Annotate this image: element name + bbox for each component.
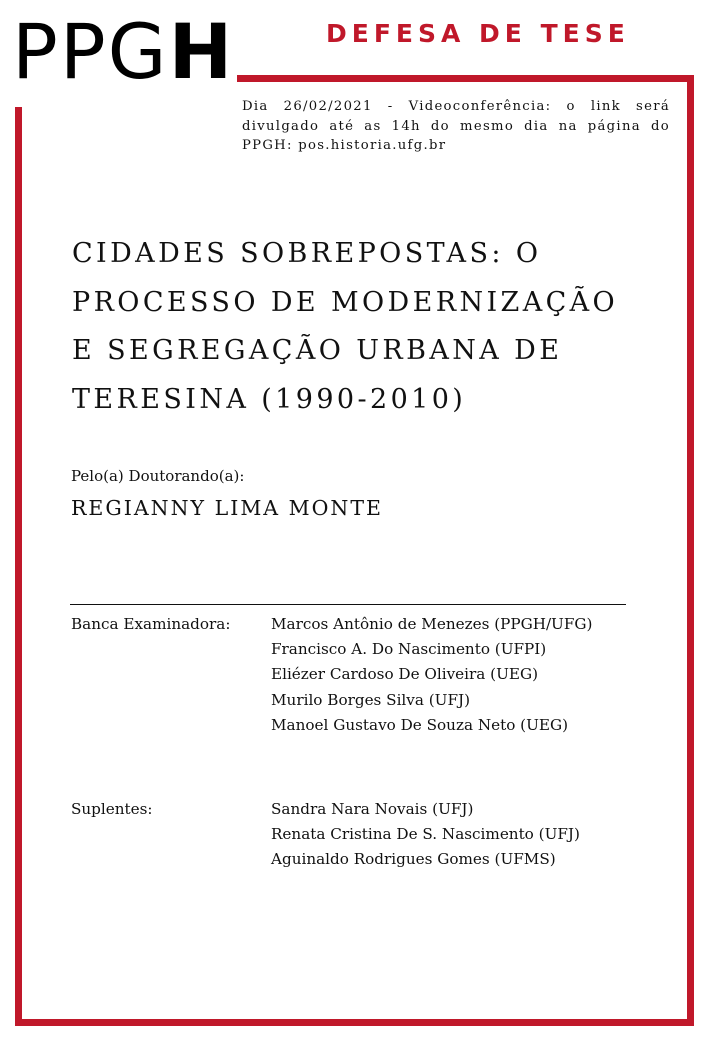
banca-examinadora [71, 612, 651, 738]
banca-member-list [271, 612, 592, 738]
thesis-title [72, 230, 672, 424]
suplentes-label: Suplentes: [71, 800, 153, 818]
thesis-title-line: CIDADES SOBREPOSTAS: O [72, 238, 542, 269]
thesis-title-line: E SEGREGAÇÃO URBANA DE [72, 335, 563, 366]
candidate-label: Pelo(a) Doutorando(a): [71, 467, 245, 485]
thesis-title-line: PROCESSO DE MODERNIZAÇÃO [72, 286, 619, 318]
suplente-member: Sandra Nara Novais (UFJ) [271, 800, 474, 818]
event-kicker: DEFESA DE TESE [326, 19, 630, 48]
banca-member: Francisco A. Do Nascimento (UFPI) [271, 640, 547, 659]
frame-border-left [15, 107, 22, 1026]
section-divider [70, 604, 626, 605]
candidate-name: REGIANNY LIMA MONTE [71, 496, 383, 520]
frame-border-bottom [15, 1019, 694, 1026]
frame-border-top [237, 75, 694, 82]
banca-member: Murilo Borges Silva (UFJ) [271, 690, 471, 709]
frame-border-right [687, 75, 694, 1026]
banca-label: Banca Examinadora: [71, 615, 231, 633]
banca-member: Manoel Gustavo De Souza Neto (UEG) [271, 715, 569, 734]
suplente-member: Aguinaldo Rodrigues Gomes (UFMS) [271, 850, 556, 869]
suplentes [71, 797, 651, 873]
logo-bold-text: H [168, 7, 235, 96]
banca-member: Marcos Antônio de Menezes (PPGH/UFG) [271, 615, 593, 633]
banca-member: Eliézer Cardoso De Oliveira (UEG) [271, 665, 539, 684]
suplente-member: Renata Cristina De S. Nascimento (UFJ) [271, 825, 580, 844]
suplentes-member-list [271, 797, 580, 873]
ppgh-logo [12, 7, 235, 96]
event-info: Dia 26/02/2021 - Videoconferência: o link será divulgado até as 14h do mesmo dia na página do PPGH: pos.historia.ufg.br [242, 99, 670, 153]
thesis-title-line: TERESINA (1990-2010) [72, 383, 467, 415]
logo-regular-text: PPG [12, 7, 169, 96]
